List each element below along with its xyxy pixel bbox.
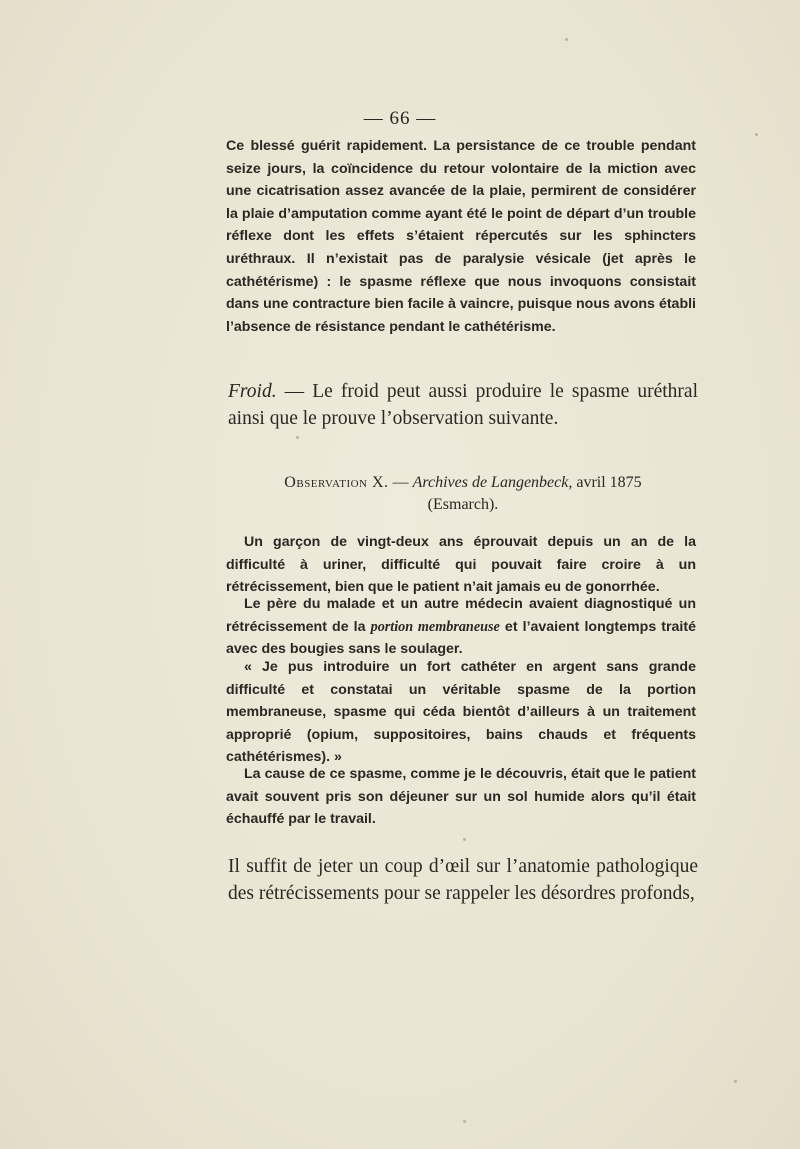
observation-source: Archives de Langenbeck, [412, 474, 573, 491]
paragraph-3-end: et l’avaient longtemps traité avec des bougies sans le soulager. [226, 618, 696, 658]
observation-heading [228, 472, 698, 516]
froid-text: — Le froid peut aussi produire le spasme uréthral ainsi que le prouve l’observation suivante. [228, 381, 698, 429]
observation-date: avril 1875 [572, 474, 642, 491]
paragraph-3-start: Le père du malade et un autre médecin avaient diagnostiqué un rétrécissement de la [226, 596, 696, 635]
observation-label: Observation X. [284, 474, 389, 491]
paragraph-1: Ce blessé guérit rapidement. La persistance de ce trouble pendant seize jours, la coïncidence du retour volontaire de la miction avec une cicatrisation assez avancée de la plaie, permirent de considérer la plaie d’amputation comme ayant été le point de départ d’un trouble réflexe dont les effets s’étaient répercutés sur les sphincters uréthraux. Il n’existait pas de paralysie vésicale (jet après le cathétérisme) : le spasme réflexe que nous invoquons consistait dans une contracture bien facile à vaincre, puisque nous avons établi l’absence de résistance pendant le cathétérisme. [226, 138, 696, 335]
paper-speck [463, 838, 466, 841]
paragraph-4: « Je pus introduire un fort cathéter en argent sans grande difficulté et constatai un véritable spasme de la portion membraneuse, spasme qui céda bientôt d’ailleurs à un traitement approprié (opium, suppositoires, bains chauds et fréquents cathétérismes). » [226, 659, 696, 766]
page-number: — 66 — [363, 108, 437, 129]
closing-paragraph: Il suffit de jeter un coup d’œil sur l’anatomie pathologique des rétrécissements pour se rappeler les désordres profonds, [228, 856, 698, 904]
observation-dash: — [388, 474, 413, 491]
paragraph-3-emphasis: portion membraneuse [370, 618, 500, 635]
paragraph-5: La cause de ce spasme, comme je le découvris, était que le patient avait souvent pris son déjeuner sur un sol humide alors qu’il était échauffé par le travail. [226, 766, 696, 828]
paper-speck [296, 436, 299, 439]
paper-speck [463, 1120, 466, 1123]
paragraph-3 [226, 593, 696, 661]
paragraph-2: Un garçon de vingt-deux ans éprouvait depuis un an de la difficulté à uriner, difficulté qui pouvait faire croire à un rétrécissement, bien que le patient n’ait jamais eu de gonorrhée. [226, 534, 696, 596]
paper-speck [755, 133, 758, 136]
observation-author: (Esmarch). [427, 496, 499, 513]
froid-heading: Froid. [228, 381, 277, 402]
froid-paragraph [228, 378, 698, 432]
paper-speck [565, 38, 568, 41]
paper-speck [734, 1080, 737, 1083]
